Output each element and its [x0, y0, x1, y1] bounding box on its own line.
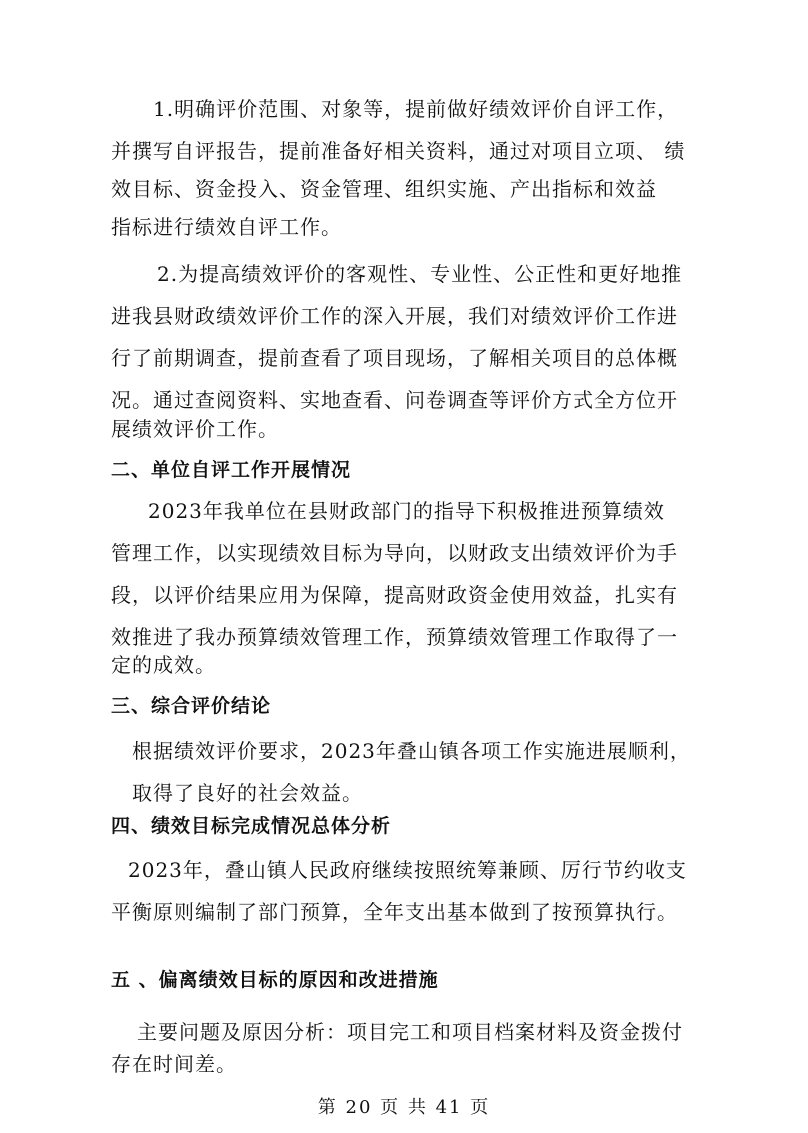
- para2-line-2: 进我县财政绩效评价工作的深入开展，我们对绩效评价工作进: [111, 304, 678, 328]
- section2-line-4: 效推进了我办预算绩效管理工作，预算绩效管理工作取得了一: [111, 625, 678, 649]
- para1-line-2: 并撰写自评报告，提前准备好相关资料，通过对项目立项、 绩: [111, 139, 686, 163]
- section3-line-2: 取得了良好的社会效益。: [132, 781, 363, 805]
- section2-line-3: 段，以评价结果应用为保障，提高财政资金使用效益，扎实有: [111, 583, 678, 607]
- section5-line-2: 存在时间差。: [111, 1052, 237, 1076]
- section2-line-5: 定的成效。: [111, 653, 216, 677]
- section2-heading: 二、单位自评工作开展情况: [111, 459, 352, 481]
- section2-line-2: 管理工作，以实现绩效目标为导向，以财政支出绩效评价为手: [111, 541, 678, 565]
- para2-line-5: 展绩效评价工作。: [111, 417, 279, 441]
- para1-line-1: 1.明确评价范围、对象等，提前做好绩效评价自评工作，: [153, 97, 679, 121]
- para2-line-3: 行了前期调查，提前查看了项目现场，了解相关项目的总体概: [111, 346, 678, 370]
- section4-line-1: 2023年，叠山镇人民政府继续按照统筹兼顾、厉行节约收支: [128, 858, 687, 882]
- section3-line-1: 根据绩效评价要求，2023年叠山镇各项工作实施进展顺利，: [132, 739, 691, 763]
- para1-line-4: 指标进行绩效自评工作。: [111, 215, 342, 239]
- section5-line-1: 主要问题及原因分析：项目完工和项目档案材料及资金拨付: [137, 1020, 683, 1044]
- para2-line-1: 2.为提高绩效评价的客观性、专业性、公正性和更好地推: [157, 262, 683, 286]
- section5-heading: 五 、偏离绩效目标的原因和改进措施: [111, 969, 439, 991]
- section2-line-1: 2023年我单位在县财政部门的指导下积极推进预算绩效: [148, 499, 665, 523]
- page-number-footer: 第 20 页 共 41 页: [317, 1097, 491, 1118]
- para2-line-4: 况。通过查阅资料、实地查看、问卷调查等评价方式全方位开: [111, 388, 678, 412]
- section4-line-2: 平衡原则编制了部门预算，全年支出基本做到了按预算执行。: [111, 900, 678, 924]
- section3-heading: 三、综合评价结论: [111, 695, 272, 717]
- section4-heading: 四、绩效目标完成情况总体分析: [111, 815, 392, 837]
- para1-line-3: 效目标、资金投入、资金管理、组织实施、产出指标和效益: [111, 177, 657, 201]
